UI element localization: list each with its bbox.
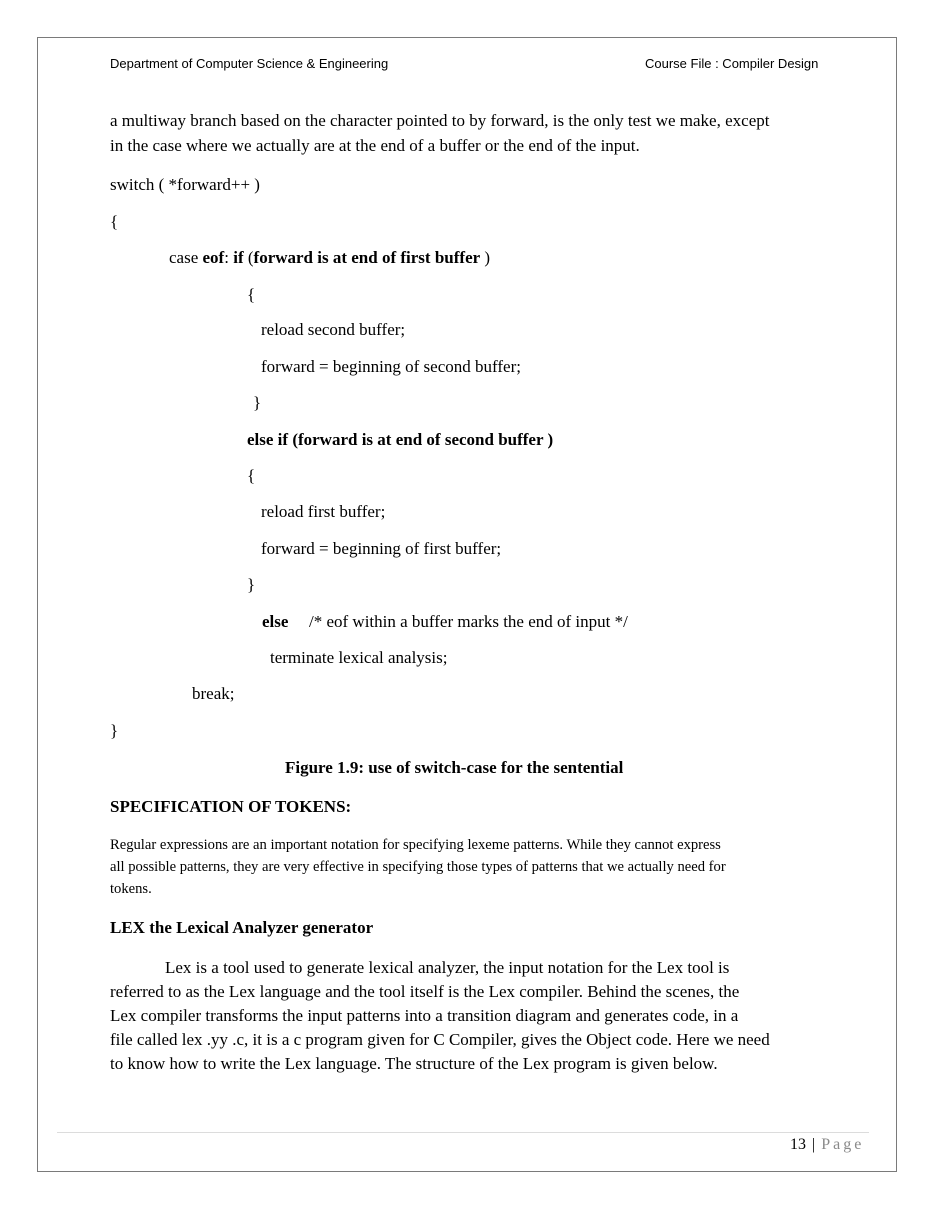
footer-separator: |	[812, 1136, 816, 1153]
code-forward-first: forward = beginning of first buffer;	[261, 539, 502, 558]
lex-line-1: Lex is a tool used to generate lexical analyzer, the input notation for the Lex tool is	[165, 958, 730, 977]
case-prefix: case	[169, 248, 203, 267]
case-eof: eof	[202, 248, 225, 267]
case-paren-close: )	[480, 248, 491, 267]
lex-line-4: file called lex .yy .c, it is a c program given for C Compiler, gives the Object code. Here we need	[110, 1030, 770, 1049]
page-footer	[790, 1136, 864, 1154]
spec-heading: SPECIFICATION OF TOKENS:	[110, 797, 352, 816]
code-reload-second: reload second buffer;	[261, 320, 406, 339]
code-else-if: else if (forward is at end of second buffer )	[247, 430, 554, 449]
code-reload-first: reload first buffer;	[261, 502, 386, 521]
header-course: Course File : Compiler Design	[645, 56, 819, 71]
lex-line-2: referred to as the Lex language and the tool itself is the Lex compiler. Behind the scenes, the	[110, 982, 740, 1001]
spec-line-1: Regular expressions are an important notation for specifying lexeme patterns. While they cannot express	[110, 837, 721, 853]
code-else-keyword: else	[262, 612, 289, 631]
figure-caption: Figure 1.9: use of switch-case for the sentential	[285, 758, 624, 777]
footer-divider	[57, 1132, 869, 1133]
code-forward-second: forward = beginning of second buffer;	[261, 357, 521, 376]
page-label: Page	[821, 1136, 865, 1153]
intro-line-1: a multiway branch based on the character pointed to by forward, is the only test we make, except	[110, 111, 770, 130]
lex-line-5: to know how to write the Lex language. The structure of the Lex program is given below.	[110, 1054, 718, 1073]
case-condition: forward is at end of first buffer	[253, 248, 481, 267]
lex-line-3: Lex compiler transforms the input patterns into a transition diagram and generates code, in a	[110, 1006, 739, 1025]
intro-line-2: in the case where we actually are at the end of a buffer or the end of the input.	[110, 136, 640, 155]
code-brace-2-open: {	[247, 466, 256, 485]
code-break: break;	[192, 684, 235, 703]
code-switch-line: switch ( *forward++ )	[110, 175, 260, 194]
page-number: 13	[790, 1136, 806, 1153]
spec-line-2: all possible patterns, they are very effective in specifying those types of patterns that we actually need for	[110, 859, 726, 875]
code-open-brace: {	[110, 212, 119, 231]
code-brace-2-close: }	[247, 575, 256, 594]
code-brace-1-close: }	[253, 393, 262, 412]
code-case-line	[169, 248, 490, 268]
case-if: if	[233, 248, 244, 267]
code-terminate: terminate lexical analysis;	[270, 648, 448, 667]
spec-line-3: tokens.	[110, 881, 152, 897]
case-colon: :	[224, 248, 234, 267]
code-close-brace: }	[110, 721, 119, 740]
case-paren-open: (	[243, 248, 254, 267]
code-brace-1-open: {	[247, 285, 256, 304]
lex-heading: LEX the Lexical Analyzer generator	[110, 918, 374, 937]
header-department: Department of Computer Science & Engineering	[110, 56, 389, 71]
code-else-comment: /* eof within a buffer marks the end of input */	[309, 612, 628, 631]
